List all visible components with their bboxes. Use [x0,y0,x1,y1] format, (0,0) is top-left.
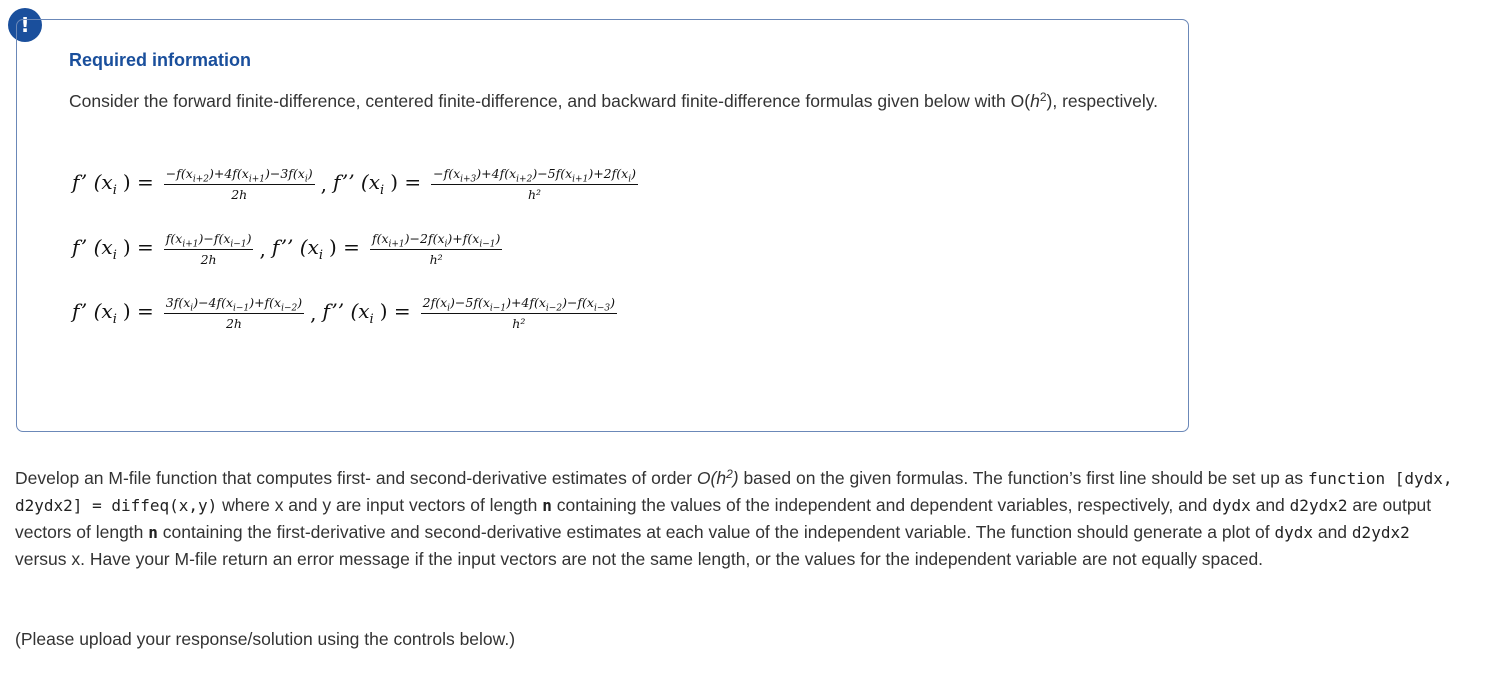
upload-instructions: (Please upload your response/solution using the controls below.) [15,629,516,649]
intro-order: $O(h^2)$, respectively. [1010,90,1159,111]
intro-text: Consider the forward finite-difference, centered finite-difference, and backward finite-difference formulas given below with [69,91,1006,111]
backward-f2-denominator: h² [512,315,526,331]
var-dydx: dydx [1274,523,1313,542]
var-d2ydx2: d2ydx2 [1289,496,1348,515]
centered-f1-numerator: $f(x_{i+1})-f(x_{i-1})$ [165,231,252,250]
forward-f1-fraction [164,166,315,202]
comma: , [259,237,266,262]
forward-f2-fraction [431,166,638,202]
backward-f2-lhs: f’’ ($x_i$ ) = [322,299,411,328]
function-signature: function [dydx, d2ydx2] = diffeq(x,y) [15,469,1453,515]
backward-f1-fraction [164,295,304,331]
centered-f1-fraction [164,231,254,267]
centered-f2-numerator: $f(x_{i+1})-2f(x_i)+f(x_{i-1})$ [371,231,501,250]
centered-f2-fraction [370,231,502,267]
backward-f1-numerator: $3f(x_i)-4f(x_{i-1})+f(x_{i-2})$ [165,295,303,314]
backward-f1-denominator: 2h [225,315,242,331]
backward-f2-numerator: $2f(x_i)-5f(x_{i-1})+4f(x_{i-2})-f(x_{i-3})$ [422,295,616,314]
comma: , [310,301,317,326]
exclamation-icon: ! [20,13,30,37]
question-text: Develop an M-file function that computes first- and second-derivative estimates of order $O(h^2)$ based on the given formulas. The function’s first line should be set up as function [dydx, d2ydx2] = diffeq(x,y) where x and y are input vectors of length n containing the values of the independent and dependent variables, respectively, and dydx and d2ydx2 are output vectors of length n containing the first-derivative and second-derivative estimates at each value of the independent variable. The function should generate a plot of dydx and d2ydx2 versus x. Have your M-file return an error message if the input vectors are not the same length, or the values for the independent variable are not equally spaced. [15,467,1453,569]
order-notation: $O(h^2)$ [696,467,739,488]
forward-f2-denominator: h² [528,186,542,202]
backward-f1-lhs: f’ ($x_i$ ) = [72,299,154,328]
var-n: n [542,496,552,515]
forward-formulas [72,166,642,202]
forward-f1-lhs: f’ ($x_i$ ) = [72,170,154,199]
info-intro [69,86,1169,116]
var-n: n [148,523,158,542]
centered-f1-lhs: f’ ($x_i$ ) = [72,235,154,264]
forward-f1-numerator: $-f(x_{i+2})+4f(x_{i+1})-3f(x_i)$ [165,166,313,185]
forward-f2-lhs: f’’ ($x_i$ ) = [332,170,422,199]
forward-f2-numerator: $-f(x_{i+3})+4f(x_{i+2})-5f(x_{i+1})+2f(x_i)$ [433,166,636,185]
centered-f2-denominator: h² [429,251,443,267]
info-title: Required information [69,50,252,70]
var-d2ydx2: d2ydx2 [1351,523,1410,542]
backward-f2-fraction [421,295,617,331]
centered-formulas [72,231,506,267]
centered-f1-denominator: 2h [200,251,217,267]
centered-f2-lhs: f’’ ($x_i$ ) = [271,235,360,264]
comma: , [320,172,327,197]
backward-formulas [72,295,621,331]
var-dydx: dydx [1212,496,1251,515]
required-info-box [16,19,1189,432]
forward-f1-denominator: 2h [231,186,248,202]
